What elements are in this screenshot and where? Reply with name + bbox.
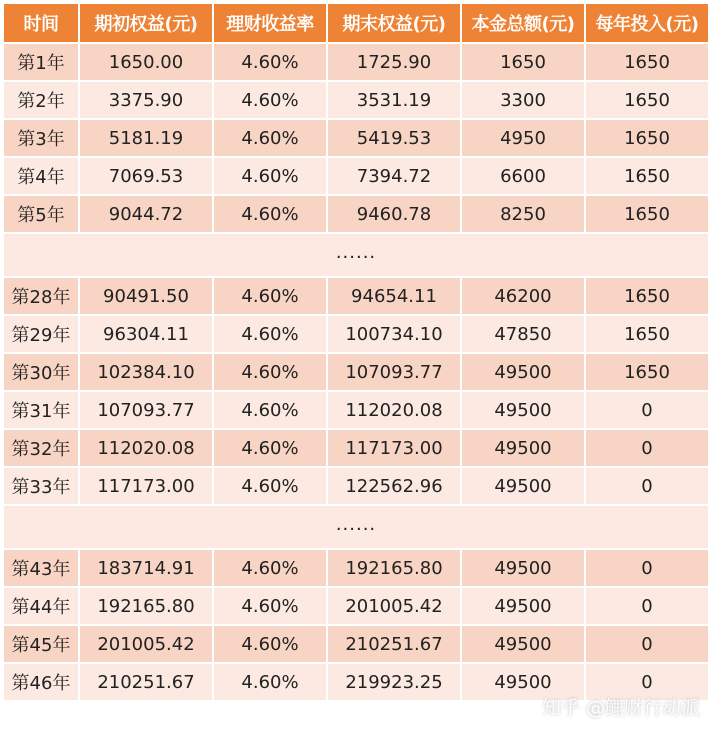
cell-opening-equity: 192165.80	[79, 587, 213, 625]
cell-return-rate: 4.60%	[213, 353, 327, 391]
cell-year: 第43年	[3, 549, 79, 587]
cell-closing-equity: 117173.00	[327, 429, 461, 467]
cell-return-rate: 4.60%	[213, 315, 327, 353]
cell-return-rate: 4.60%	[213, 467, 327, 505]
table-row	[3, 353, 709, 391]
cell-opening-equity: 3375.90	[79, 81, 213, 119]
cell-total-principal: 4950	[461, 119, 585, 157]
cell-year: 第46年	[3, 663, 79, 701]
cell-year: 第29年	[3, 315, 79, 353]
ellipsis-cell: ......	[3, 233, 709, 277]
cell-closing-equity: 7394.72	[327, 157, 461, 195]
cell-return-rate: 4.60%	[213, 663, 327, 701]
cell-total-principal: 49500	[461, 429, 585, 467]
cell-opening-equity: 107093.77	[79, 391, 213, 429]
cell-return-rate: 4.60%	[213, 429, 327, 467]
header-row	[3, 3, 709, 43]
cell-total-principal: 1650	[461, 43, 585, 81]
table-row	[3, 587, 709, 625]
cell-total-principal: 46200	[461, 277, 585, 315]
cell-annual-investment: 0	[585, 625, 709, 663]
cell-year: 第5年	[3, 195, 79, 233]
cell-opening-equity: 183714.91	[79, 549, 213, 587]
cell-return-rate: 4.60%	[213, 391, 327, 429]
cell-closing-equity: 219923.25	[327, 663, 461, 701]
cell-return-rate: 4.60%	[213, 81, 327, 119]
cell-return-rate: 4.60%	[213, 157, 327, 195]
cell-return-rate: 4.60%	[213, 277, 327, 315]
cell-annual-investment: 1650	[585, 43, 709, 81]
cell-total-principal: 49500	[461, 549, 585, 587]
cell-annual-investment: 0	[585, 429, 709, 467]
cell-opening-equity: 1650.00	[79, 43, 213, 81]
ellipsis-cell: ......	[3, 505, 709, 549]
cell-return-rate: 4.60%	[213, 195, 327, 233]
cell-total-principal: 3300	[461, 81, 585, 119]
cell-closing-equity: 210251.67	[327, 625, 461, 663]
cell-annual-investment: 0	[585, 587, 709, 625]
cell-annual-investment: 0	[585, 467, 709, 505]
cell-annual-investment: 1650	[585, 195, 709, 233]
cell-total-principal: 49500	[461, 663, 585, 701]
cell-annual-investment: 0	[585, 391, 709, 429]
cell-opening-equity: 7069.53	[79, 157, 213, 195]
table-row	[3, 119, 709, 157]
header-total-principal: 本金总额(元)	[461, 3, 585, 43]
cell-return-rate: 4.60%	[213, 549, 327, 587]
cell-annual-investment: 1650	[585, 353, 709, 391]
cell-closing-equity: 5419.53	[327, 119, 461, 157]
cell-total-principal: 49500	[461, 391, 585, 429]
cell-opening-equity: 112020.08	[79, 429, 213, 467]
cell-closing-equity: 112020.08	[327, 391, 461, 429]
cell-annual-investment: 1650	[585, 157, 709, 195]
cell-closing-equity: 192165.80	[327, 549, 461, 587]
cell-year: 第33年	[3, 467, 79, 505]
table-row	[3, 195, 709, 233]
cell-total-principal: 49500	[461, 625, 585, 663]
table-row	[3, 391, 709, 429]
cell-closing-equity: 3531.19	[327, 81, 461, 119]
table-row	[3, 157, 709, 195]
cell-total-principal: 49500	[461, 353, 585, 391]
cell-total-principal: 49500	[461, 587, 585, 625]
cell-year: 第4年	[3, 157, 79, 195]
cell-year: 第2年	[3, 81, 79, 119]
cell-return-rate: 4.60%	[213, 43, 327, 81]
table-row	[3, 663, 709, 701]
cell-closing-equity: 9460.78	[327, 195, 461, 233]
cell-annual-investment: 0	[585, 549, 709, 587]
cell-opening-equity: 201005.42	[79, 625, 213, 663]
cell-annual-investment: 1650	[585, 277, 709, 315]
cell-year: 第30年	[3, 353, 79, 391]
cell-year: 第44年	[3, 587, 79, 625]
header-time: 时间	[3, 3, 79, 43]
table-header	[3, 3, 709, 43]
table-row	[3, 81, 709, 119]
header-annual-investment: 每年投入(元)	[585, 3, 709, 43]
cell-total-principal: 8250	[461, 195, 585, 233]
cell-return-rate: 4.60%	[213, 119, 327, 157]
cell-year: 第28年	[3, 277, 79, 315]
table-row	[3, 315, 709, 353]
cell-total-principal: 6600	[461, 157, 585, 195]
cell-opening-equity: 210251.67	[79, 663, 213, 701]
cell-year: 第31年	[3, 391, 79, 429]
cell-closing-equity: 1725.90	[327, 43, 461, 81]
cell-closing-equity: 201005.42	[327, 587, 461, 625]
cell-return-rate: 4.60%	[213, 587, 327, 625]
cell-total-principal: 49500	[461, 467, 585, 505]
table-row	[3, 277, 709, 315]
cell-opening-equity: 9044.72	[79, 195, 213, 233]
table-row	[3, 625, 709, 663]
cell-total-principal: 47850	[461, 315, 585, 353]
header-closing-equity: 期末权益(元)	[327, 3, 461, 43]
cell-opening-equity: 90491.50	[79, 277, 213, 315]
ellipsis-row	[3, 233, 709, 277]
cell-closing-equity: 122562.96	[327, 467, 461, 505]
cell-closing-equity: 107093.77	[327, 353, 461, 391]
ellipsis-row	[3, 505, 709, 549]
cell-annual-investment: 1650	[585, 81, 709, 119]
cell-annual-investment: 1650	[585, 315, 709, 353]
table-row	[3, 549, 709, 587]
table-body	[3, 43, 709, 701]
cell-annual-investment: 1650	[585, 119, 709, 157]
cell-opening-equity: 117173.00	[79, 467, 213, 505]
header-return-rate: 理财收益率	[213, 3, 327, 43]
table-row	[3, 429, 709, 467]
cell-year: 第1年	[3, 43, 79, 81]
cell-year: 第32年	[3, 429, 79, 467]
cell-closing-equity: 94654.11	[327, 277, 461, 315]
cell-annual-investment: 0	[585, 663, 709, 701]
table-row	[3, 467, 709, 505]
cell-year: 第45年	[3, 625, 79, 663]
cell-return-rate: 4.60%	[213, 625, 327, 663]
investment-table	[2, 2, 710, 702]
cell-closing-equity: 100734.10	[327, 315, 461, 353]
watermark-text: 知乎 @鲤财行动派	[541, 697, 700, 719]
cell-opening-equity: 5181.19	[79, 119, 213, 157]
cell-opening-equity: 102384.10	[79, 353, 213, 391]
header-opening-equity: 期初权益(元)	[79, 3, 213, 43]
cell-opening-equity: 96304.11	[79, 315, 213, 353]
cell-year: 第3年	[3, 119, 79, 157]
table-row	[3, 43, 709, 81]
